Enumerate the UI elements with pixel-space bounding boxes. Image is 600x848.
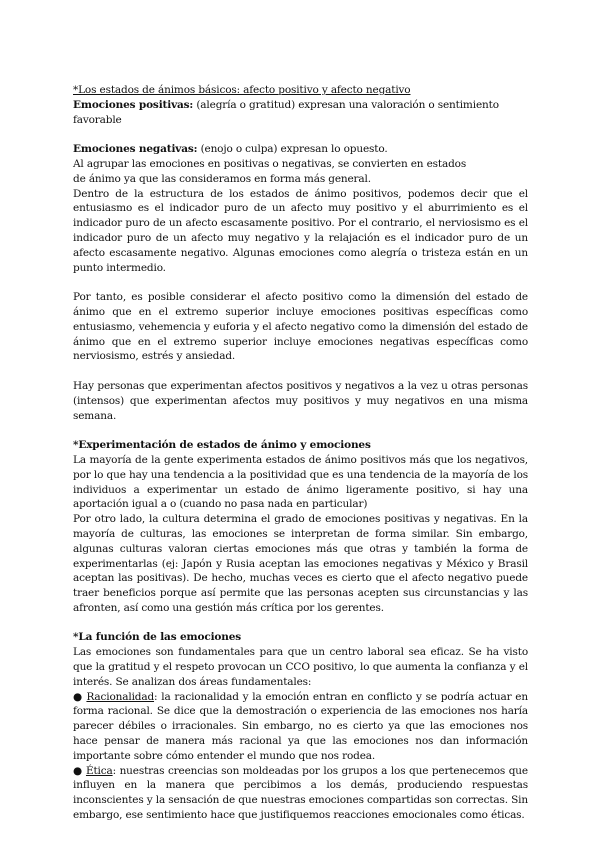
bullet-rationality-label: Racionalidad (86, 690, 155, 703)
section-title-function (73, 630, 528, 645)
negative-emotions-label: Emociones negativas: (73, 143, 198, 156)
section-title-basic-moods: *Los estados de ánimos básicos: afecto positivo y afecto negativo (73, 84, 411, 96)
paragraph-culture: Por otro lado, la cultura determina el grado de emociones positivas y negativas. En la mayoría de culturas, las emociones se interpretan de forma similar. Sin embargo, algunas culturas valoran ciertas emociones más que otras y también la forma de experimentarlas (ej: Japón y Rusia aceptan las emociones negativas y México y Brasil aceptan las positivas). De hecho, muchas veces es cierto que el afecto negativo puede traer beneficios porque así permite que las personas acepten sus circunstancias y las afronten, así como una gestión más crítica por los gerentes. (73, 513, 528, 614)
section-title-experiencing-text: *Experimentación de estados de ánimo y emociones (73, 439, 371, 452)
paragraph-intense-people: Hay personas que experimentan afectos positivos y negativos a la vez u otras personas (intensos) que experimentan afectos muy positivos y muy negativos en una misma semana. (73, 379, 528, 422)
bullet-icon: ● (73, 764, 86, 777)
negative-emotions-text: (enojo o culpa) expresan lo opuesto. (197, 143, 388, 156)
positive-emotions-text: (alegría o gratitud) expresan una valoración o sentimiento favorable (73, 98, 499, 126)
grouping-line-2: de ánimo ya que las consideramos en forma más general. (73, 172, 371, 185)
bullet-ethics-text: : nuestras creencias son moldeadas por los grupos a los que pertenecemos que influyen en la manera que percibimos a los demás, produciendo respuestas inconscientes y la sensación de que nuestras emociones compartidas son correctas. Sin embargo, ese sentimiento hace que justifiquemos reacciones emocionales como éticas. (73, 764, 528, 822)
paragraph-function-intro: Las emociones son fundamentales para que un centro laboral sea eficaz. Se ha visto que la gratitud y el respeto provocan un CCO positivo, lo que aumenta la confianza y el interés. Se analizan dos áreas fundamentales: (73, 646, 528, 688)
positive-emotions-label: Emociones positivas: (73, 98, 194, 111)
section-title-experiencing (73, 438, 528, 453)
bullet-rationality-text: : la racionalidad y la emoción entran en conflicto y se podría actuar en forma racional. Se dice que la demostración o experiencia de las emociones nos haría parecer débiles o irracionales. Sin embargo, no es cierto ya que las emociones nos hace pensar de manera más racional ya que las emociones nos dan información importante sobre cómo entender el mundo que nos rodea. (73, 690, 528, 762)
bullet-ethics-label: Ética (85, 764, 113, 777)
positive-emotions-line (73, 98, 528, 128)
paragraph-mood-structure: Dentro de la estructura de los estados de ánimo positivos, podemos decir que el entusiasmo es el indicador puro de un afecto muy positivo y el aburrimiento es el indicador puro de un afecto escasamente positivo. Por el contrario, el nerviosismo es el indicador puro de un afecto muy negativo y la relajación es el indicador puro de un afecto escasamente negativo. Algunas emociones como alegría o tristeza están en un punto intermedio. (73, 187, 528, 274)
paragraph-affect-dimensions: Por tanto, es posible considerar el afecto positivo como la dimensión del estado de ánimo que en el extremo superior incluye emociones positivas específicas como entusiasmo, vehemencia y euforia y el afecto negativo como la dimensión del estado de ánimo que en el extremo superior incluye emociones negativas específicas como nerviosismo, estrés y ansiedad. (73, 291, 528, 363)
negative-emotions-line (73, 142, 528, 157)
section-title-function-text: *La función de las emociones (73, 631, 242, 644)
paragraph-positivity-offset: La mayoría de la gente experimenta estados de ánimo positivos más que los negativos, por lo que hay una tendencia a la positividad que es una tendencia de la mayoría de los individuos a experimentar un estado de ánimo ligeramente positivo, si hay una aportación igual a o (cuando no pasa nada en particular) (73, 453, 528, 511)
grouping-line-1: Al agrupar las emociones en positivas o negativas, se convierten en estados (73, 157, 467, 170)
bullet-icon: ● (73, 690, 87, 703)
document-body (73, 83, 528, 823)
bullet-rationality (73, 690, 528, 764)
bullet-ethics (73, 764, 528, 823)
